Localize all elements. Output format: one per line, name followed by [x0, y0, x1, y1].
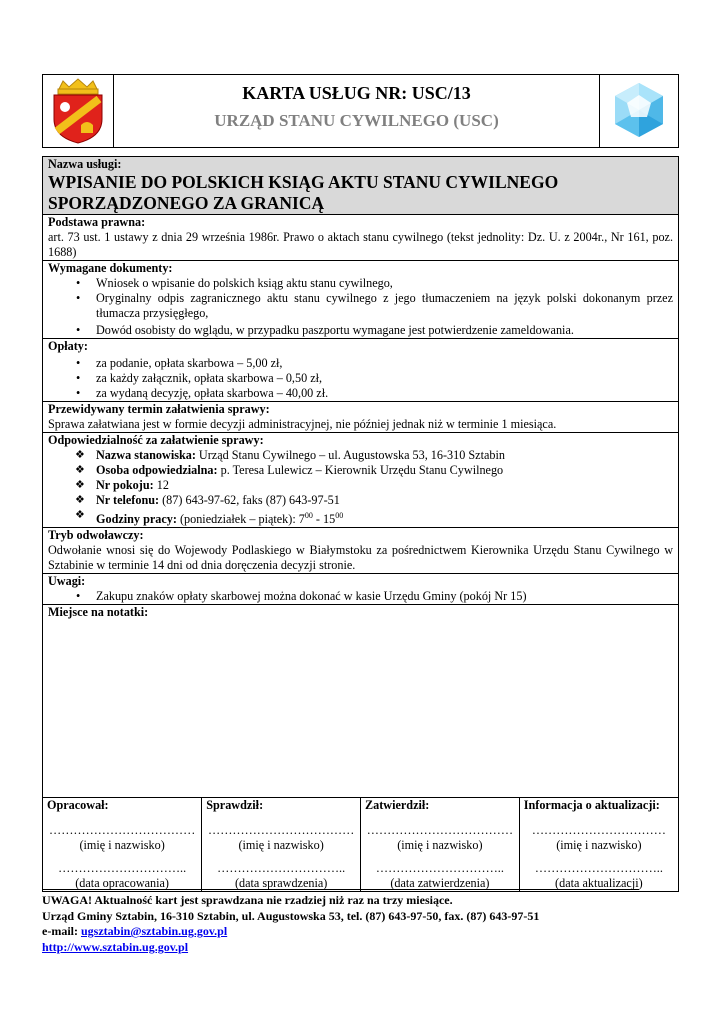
list-item: • Wniosek o wpisanie do polskich ksiąg aktu stanu cywilnego,: [48, 276, 673, 291]
footer-address: Urząd Gminy Sztabin, 16-310 Sztabin, ul. Augustowska 53, tel. (87) 643-97-50, fax. (87) 643-97-51: [42, 908, 540, 923]
fees-section: [43, 339, 678, 402]
item-value: Urząd Stanu Cywilnego – ul. Augustowska 53, 16-310 Sztabin: [195, 448, 505, 462]
service-name-line-1: WPISANIE DO POLSKICH KSIĄG AKTU STANU CYWILNEGO: [48, 172, 559, 192]
municipality-logo: [43, 75, 114, 147]
required-documents-section: [43, 261, 678, 339]
notes-list: [48, 589, 673, 604]
signature-heading: Opracował:: [47, 798, 109, 813]
legal-basis-section: [43, 215, 678, 261]
appeal-section: [43, 528, 678, 574]
fees-list: [48, 356, 673, 401]
list-item: [48, 463, 673, 478]
blue-hexagon-crystal-icon: [600, 75, 678, 147]
service-name-label: Nazwa usługi:: [48, 157, 122, 171]
footer: [42, 893, 672, 955]
footer-warning: UWAGA! Aktualność kart jest sprawdzana nie rzadziej niż raz na trzy miesiące.: [42, 893, 453, 907]
footer-email-label: e-mail:: [42, 924, 81, 938]
signature-date-hint: (data zatwierdzenia): [390, 876, 490, 891]
list-item: • Zakupu znaków opłaty skarbowej można dokonać w kasie Urzędu Gminy (pokój Nr 15): [48, 589, 673, 604]
service-card-table: [42, 156, 679, 892]
list-item: [48, 493, 673, 508]
signature-name-hint: (imię i nazwisko): [79, 838, 165, 853]
footer-email-row: [42, 924, 672, 940]
item-value: 12: [153, 478, 169, 492]
signature-dots: …………………………..: [534, 861, 663, 876]
notepad-label: Miejsce na notatki:: [48, 605, 149, 620]
office-title: URZĄD STANU CYWILNEGO (USC): [214, 111, 499, 130]
list-item: [48, 478, 673, 493]
hour-superscript: 00: [335, 511, 344, 520]
signature-date-hint: (data aktualizacji): [555, 876, 643, 891]
required-documents-list: [48, 276, 673, 338]
signature-date-hint: (data opracowania): [75, 876, 169, 891]
footer-divider: [42, 889, 639, 890]
website-link[interactable]: http://www.sztabin.ug.gov.pl: [42, 939, 189, 954]
term-section: [43, 402, 678, 433]
list-item: [48, 508, 673, 527]
item-value: p. Teresa Lulewicz – Kierownik Urzędu Stanu Cywilnego: [217, 463, 504, 477]
notes-section: [43, 574, 678, 605]
list-item: [48, 448, 673, 463]
signature-heading: Informacja o aktualizacji:: [523, 798, 660, 813]
list-item: • Dowód osobisty do wglądu, w przypadku paszportu wymagane jest potwierdzenie zameldowania.: [48, 323, 673, 338]
signature-name-hint: (imię i nazwisko): [238, 838, 324, 853]
required-documents-label: Wymagane dokumenty:: [48, 261, 173, 275]
signature-section: [43, 798, 678, 891]
signature-cell-prepared: [43, 798, 202, 891]
item-value: (poniedziałek – piątek): 7: [176, 512, 305, 527]
card-header: [42, 74, 679, 148]
email-link[interactable]: ugsztabin@sztabin.ug.gov.pl: [80, 924, 228, 938]
card-title: KARTA USŁUG NR: USC/13: [242, 83, 471, 103]
signature-dots: ………………………………: [49, 823, 196, 838]
appeal-label: Tryb odwoławczy:: [48, 528, 144, 543]
item-key: Osoba odpowiedzialna:: [96, 463, 218, 477]
signature-heading: Zatwierdził:: [365, 798, 430, 813]
notes-label: Uwagi:: [48, 574, 86, 589]
item-key: Nazwa stanowiska:: [96, 448, 196, 462]
appeal-text: Odwołanie wnosi się do Wojewody Podlaskiego w Białymstoku za pośrednictwem Kierownika Urzędu Stanu Cywilnego w Sztabinie w terminie 14 dni od dnia doręczenia decyzji stronie.: [48, 543, 673, 573]
list-item: • Oryginalny odpis zagranicznego aktu stanu cywilnego z jego tłumaczeniem na język polski dokonanym przez tłumacza przysięgłego,: [48, 291, 673, 321]
service-name-section: [43, 157, 678, 215]
list-item: • za podanie, opłata skarbowa – 5,00 zł,: [48, 356, 673, 371]
signature-dots: ……………………………: [531, 823, 666, 838]
legal-basis-text: art. 73 ust. 1 ustawy z dnia 29 września 1986r. Prawo o aktach stanu cywilnego (tekst jednolity: Dz. U. z 2004r., Nr 161, poz. 1688): [48, 230, 673, 259]
fees-label: Opłaty:: [48, 339, 88, 353]
coat-of-arms-icon: [43, 75, 113, 147]
signature-dots: ………………………………: [366, 823, 513, 838]
header-titles: [113, 75, 600, 147]
responsibility-list: [48, 448, 673, 527]
term-text: Sprawa załatwiana jest w formie decyzji administracyjnej, nie później jednak niż w terminie 1 miesiąca.: [48, 417, 557, 431]
right-logo: [599, 75, 678, 147]
legal-basis-label: Podstawa prawna:: [48, 215, 146, 229]
signature-heading: Sprawdził:: [206, 798, 264, 813]
signature-dots: …………………………..: [217, 861, 346, 876]
responsibility-section: [43, 433, 678, 528]
signature-dots: …………………………..: [375, 861, 504, 876]
signature-name-hint: (imię i nazwisko): [556, 838, 642, 853]
signature-cell-checked: [202, 798, 361, 891]
signature-name-hint: (imię i nazwisko): [397, 838, 483, 853]
signature-cell-update: [519, 798, 678, 891]
hour-superscript: 00: [304, 511, 313, 520]
item-key: Godziny pracy:: [96, 512, 177, 527]
signature-date-hint: (data sprawdzenia): [234, 876, 328, 891]
item-key: Nr telefonu:: [96, 493, 160, 507]
responsibility-label: Odpowiedzialność za załatwienie sprawy:: [48, 433, 264, 447]
item-key: Nr pokoju:: [96, 478, 154, 492]
item-value: (87) 643-97-62, faks (87) 643-97-51: [159, 493, 340, 507]
signature-dots: …………………………..: [58, 861, 187, 876]
list-item: • za każdy załącznik, opłata skarbowa – 0,50 zł,: [48, 371, 673, 386]
signature-dots: ………………………………: [208, 823, 355, 838]
item-value: - 15: [312, 512, 336, 527]
list-item: • za wydaną decyzję, opłata skarbowa – 40,00 zł.: [48, 386, 673, 401]
term-label: Przewidywany termin załatwienia sprawy:: [48, 402, 270, 416]
service-name-line-2: SPORZĄDZONEGO ZA GRANICĄ: [48, 193, 325, 213]
footer-website-row: [42, 940, 672, 956]
notepad-section: [43, 605, 678, 798]
signature-table: [43, 798, 678, 891]
signature-cell-approved: [361, 798, 520, 891]
